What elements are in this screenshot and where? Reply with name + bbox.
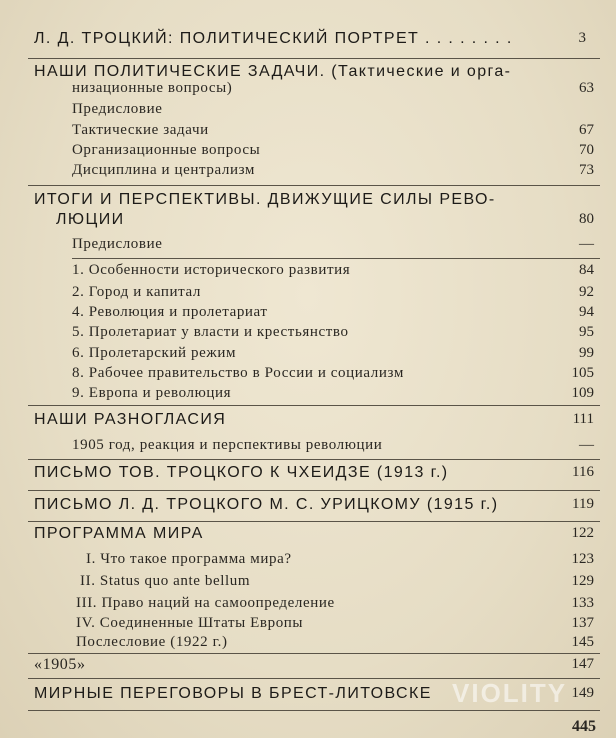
toc-entry-page: 109 [571,385,594,401]
toc-entry-page: 95 [579,324,594,340]
page-number: 445 [572,718,596,735]
toc-entry-page: 73 [579,162,594,178]
toc-entry-page: 92 [579,284,594,300]
toc-entry-page: 122 [571,525,594,541]
toc-entry-title: 9. Европа и революция [72,385,232,401]
toc-entry-title: «1905» [34,656,86,673]
toc-entry-title: 1905 год, реакция и перспективы революции [72,437,383,453]
toc-entry-page: 119 [572,496,594,512]
toc-entry-title: II. Status quo ante bellum [80,573,251,589]
divider [28,710,600,711]
divider [28,185,600,186]
toc-entry-page: 147 [571,656,594,672]
divider [28,58,600,59]
toc-entry-page: 99 [579,345,594,361]
toc-entry-title: ПИСЬМО Л. Д. ТРОЦКОГО М. С. УРИЦКОМУ (1915 г.) [34,496,499,513]
toc-entry-title: I. Что такое программа мира? [86,551,292,567]
toc-entry-title: ЛЮЦИИ [56,211,125,228]
toc-entry-title: Послесловие (1922 г.) [76,634,228,650]
toc-entry-page: 84 [579,262,594,278]
toc-entry-page: 123 [571,551,594,567]
toc-entry-title: низационные вопросы) [72,80,233,96]
toc-entry-page: 3 [578,30,586,46]
toc-entry-title: ПИСЬМО ТОВ. ТРОЦКОГО К ЧХЕИДЗЕ (1913 г.) [34,464,449,481]
toc-entry-title: НАШИ ПОЛИТИЧЕСКИЕ ЗАДАЧИ. (Тактические и орга- [34,63,512,80]
toc-entry-page: 149 [571,685,594,701]
toc-entry-title: Тактические задачи [72,122,209,138]
toc-entry-title: IV. Соединенные Штаты Европы [76,615,304,631]
toc-entry-title: 8. Рабочее правительство в России и социализм [72,365,404,381]
divider [28,521,600,522]
toc-entry-title: МИРНЫЕ ПЕРЕГОВОРЫ В БРЕСТ-ЛИТОВСКЕ [34,685,432,702]
toc-entry-page: 129 [571,573,594,589]
toc-entry-page: 133 [571,595,594,611]
toc-entry-page: 70 [579,142,594,158]
toc-entry-page: 80 [579,211,594,227]
divider [28,653,600,654]
toc-entry-page: 116 [572,464,594,480]
toc-entry-page: — [579,236,594,252]
divider [28,490,600,491]
toc-entry-page: 67 [579,122,594,138]
toc-entry-title: Дисциплина и централизм [72,162,255,178]
toc-entry-page: 145 [571,634,594,650]
toc-entry-title: III. Право наций на самоопределение [76,595,335,611]
toc-entry-page: 63 [579,80,594,96]
toc-entry-title: ИТОГИ И ПЕРСПЕКТИВЫ. ДВИЖУЩИЕ СИЛЫ РЕВО- [34,191,496,208]
toc-entry-page: 111 [572,411,594,427]
toc-entry-title: Л. Д. ТРОЦКИЙ: ПОЛИТИЧЕСКИЙ ПОРТРЕТ . . . . . . . . [34,30,513,47]
divider [28,405,600,406]
toc-entry-title: 5. Пролетариат у власти и крестьянство [72,324,349,340]
toc-entry-page: 105 [571,365,594,381]
toc-entry-title: 4. Революция и пролетариат [72,304,268,320]
divider [28,459,600,460]
toc-entry-page: — [579,437,594,453]
toc-entry-page: 137 [571,615,594,631]
toc-entry-title: Предисловие [72,236,163,252]
toc-entry-title: 6. Пролетарский режим [72,345,237,361]
toc-entry-title: 2. Город и капитал [72,284,201,300]
toc-entry-title: ПРОГРАММА МИРА [34,525,204,542]
toc-entry-title: 1. Особенности исторического развития [72,262,351,278]
toc-entry-page: 94 [579,304,594,320]
toc-entry-title: Предисловие [72,101,163,117]
toc-entry-title: Организационные вопросы [72,142,261,158]
watermark-logo: VIOLITY [452,678,568,708]
toc-entry-title: НАШИ РАЗНОГЛАСИЯ [34,411,227,428]
divider [72,258,600,259]
